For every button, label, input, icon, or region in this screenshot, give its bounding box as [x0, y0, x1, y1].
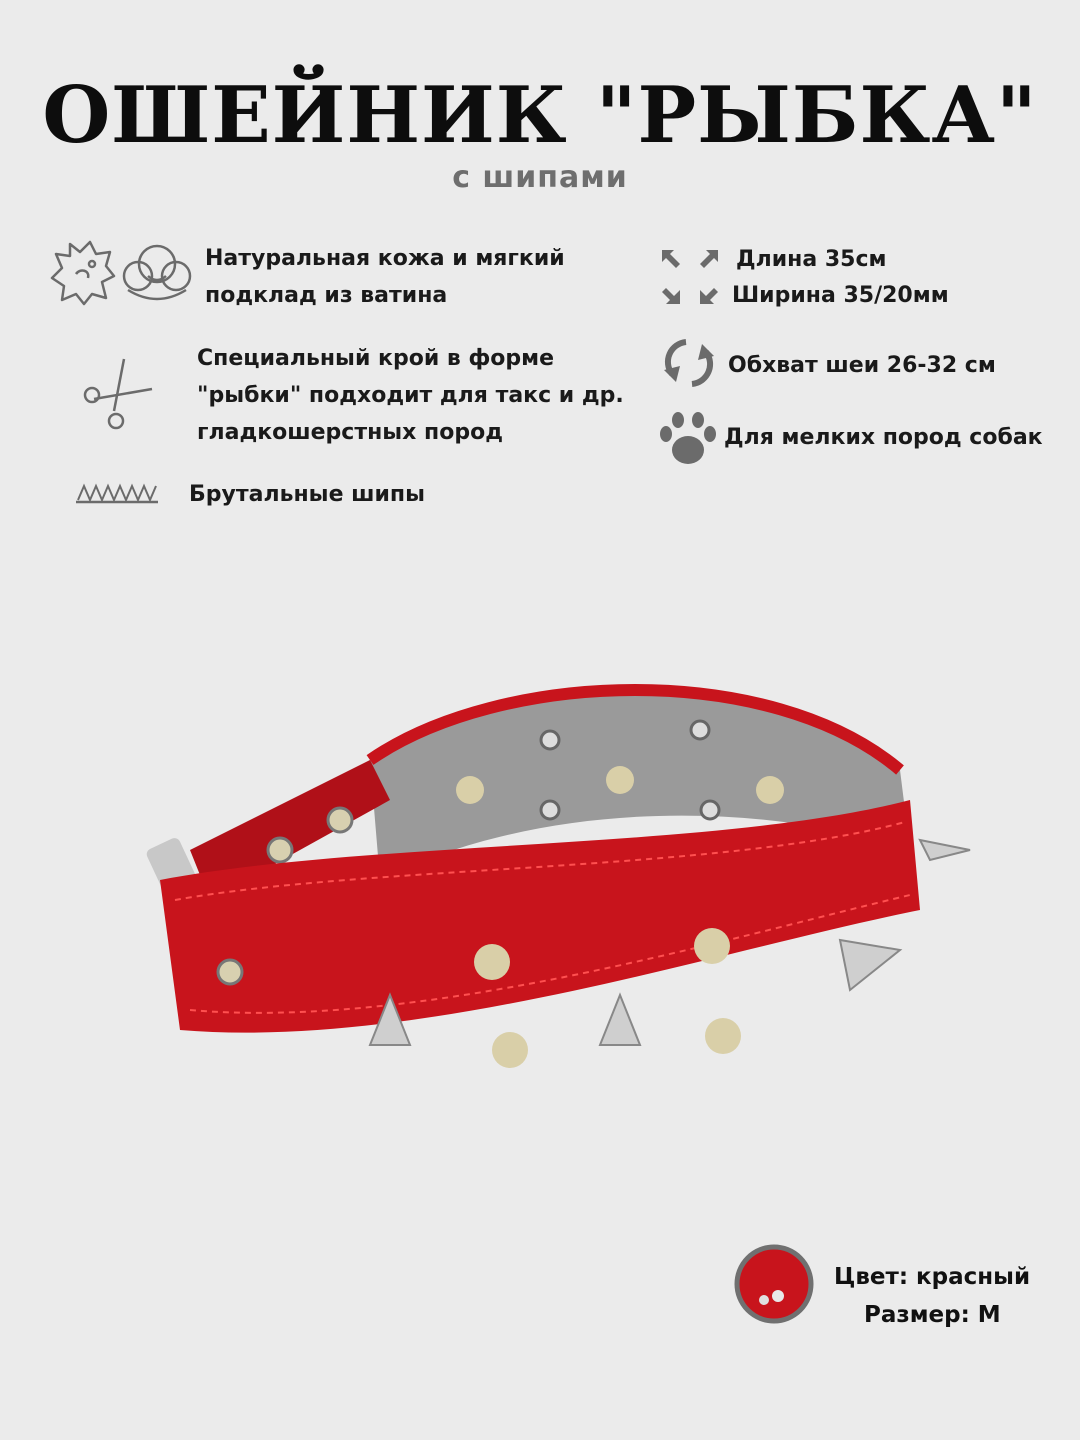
product-size: Размер: М [864, 1302, 1001, 1328]
expand-arrows-icon [660, 248, 720, 272]
feature-cut: Специальный крой в форме "рыбки" подходит для такс и др. гладкошерстных пород [197, 346, 624, 445]
feature-material: Натуральная кожа и мягкий подклад из ватина [205, 246, 565, 308]
feature-spikes: Брутальные шипы [189, 482, 426, 507]
color-swatch [734, 1244, 814, 1324]
leather-icon [50, 238, 116, 308]
feature-width: Ширина 35/20мм [732, 283, 949, 308]
shrink-arrows-icon [660, 284, 720, 308]
feature-neck: Обхват шеи 26-32 см [728, 353, 996, 378]
refresh-icon [660, 334, 718, 392]
cotton-icon [118, 238, 196, 308]
product-color: Цвет: красный [834, 1264, 1031, 1290]
paw-icon [658, 410, 718, 468]
product-title: ОШЕЙНИК "РЫБКА" [42, 70, 1038, 161]
collar-photo [120, 650, 980, 1124]
spikes-icon [74, 480, 160, 508]
feature-length: Длина 35см [736, 247, 887, 272]
scissors-icon [80, 355, 160, 433]
product-subtitle: с шипами [452, 160, 628, 195]
feature-breed: Для мелких пород собак [724, 425, 1043, 450]
